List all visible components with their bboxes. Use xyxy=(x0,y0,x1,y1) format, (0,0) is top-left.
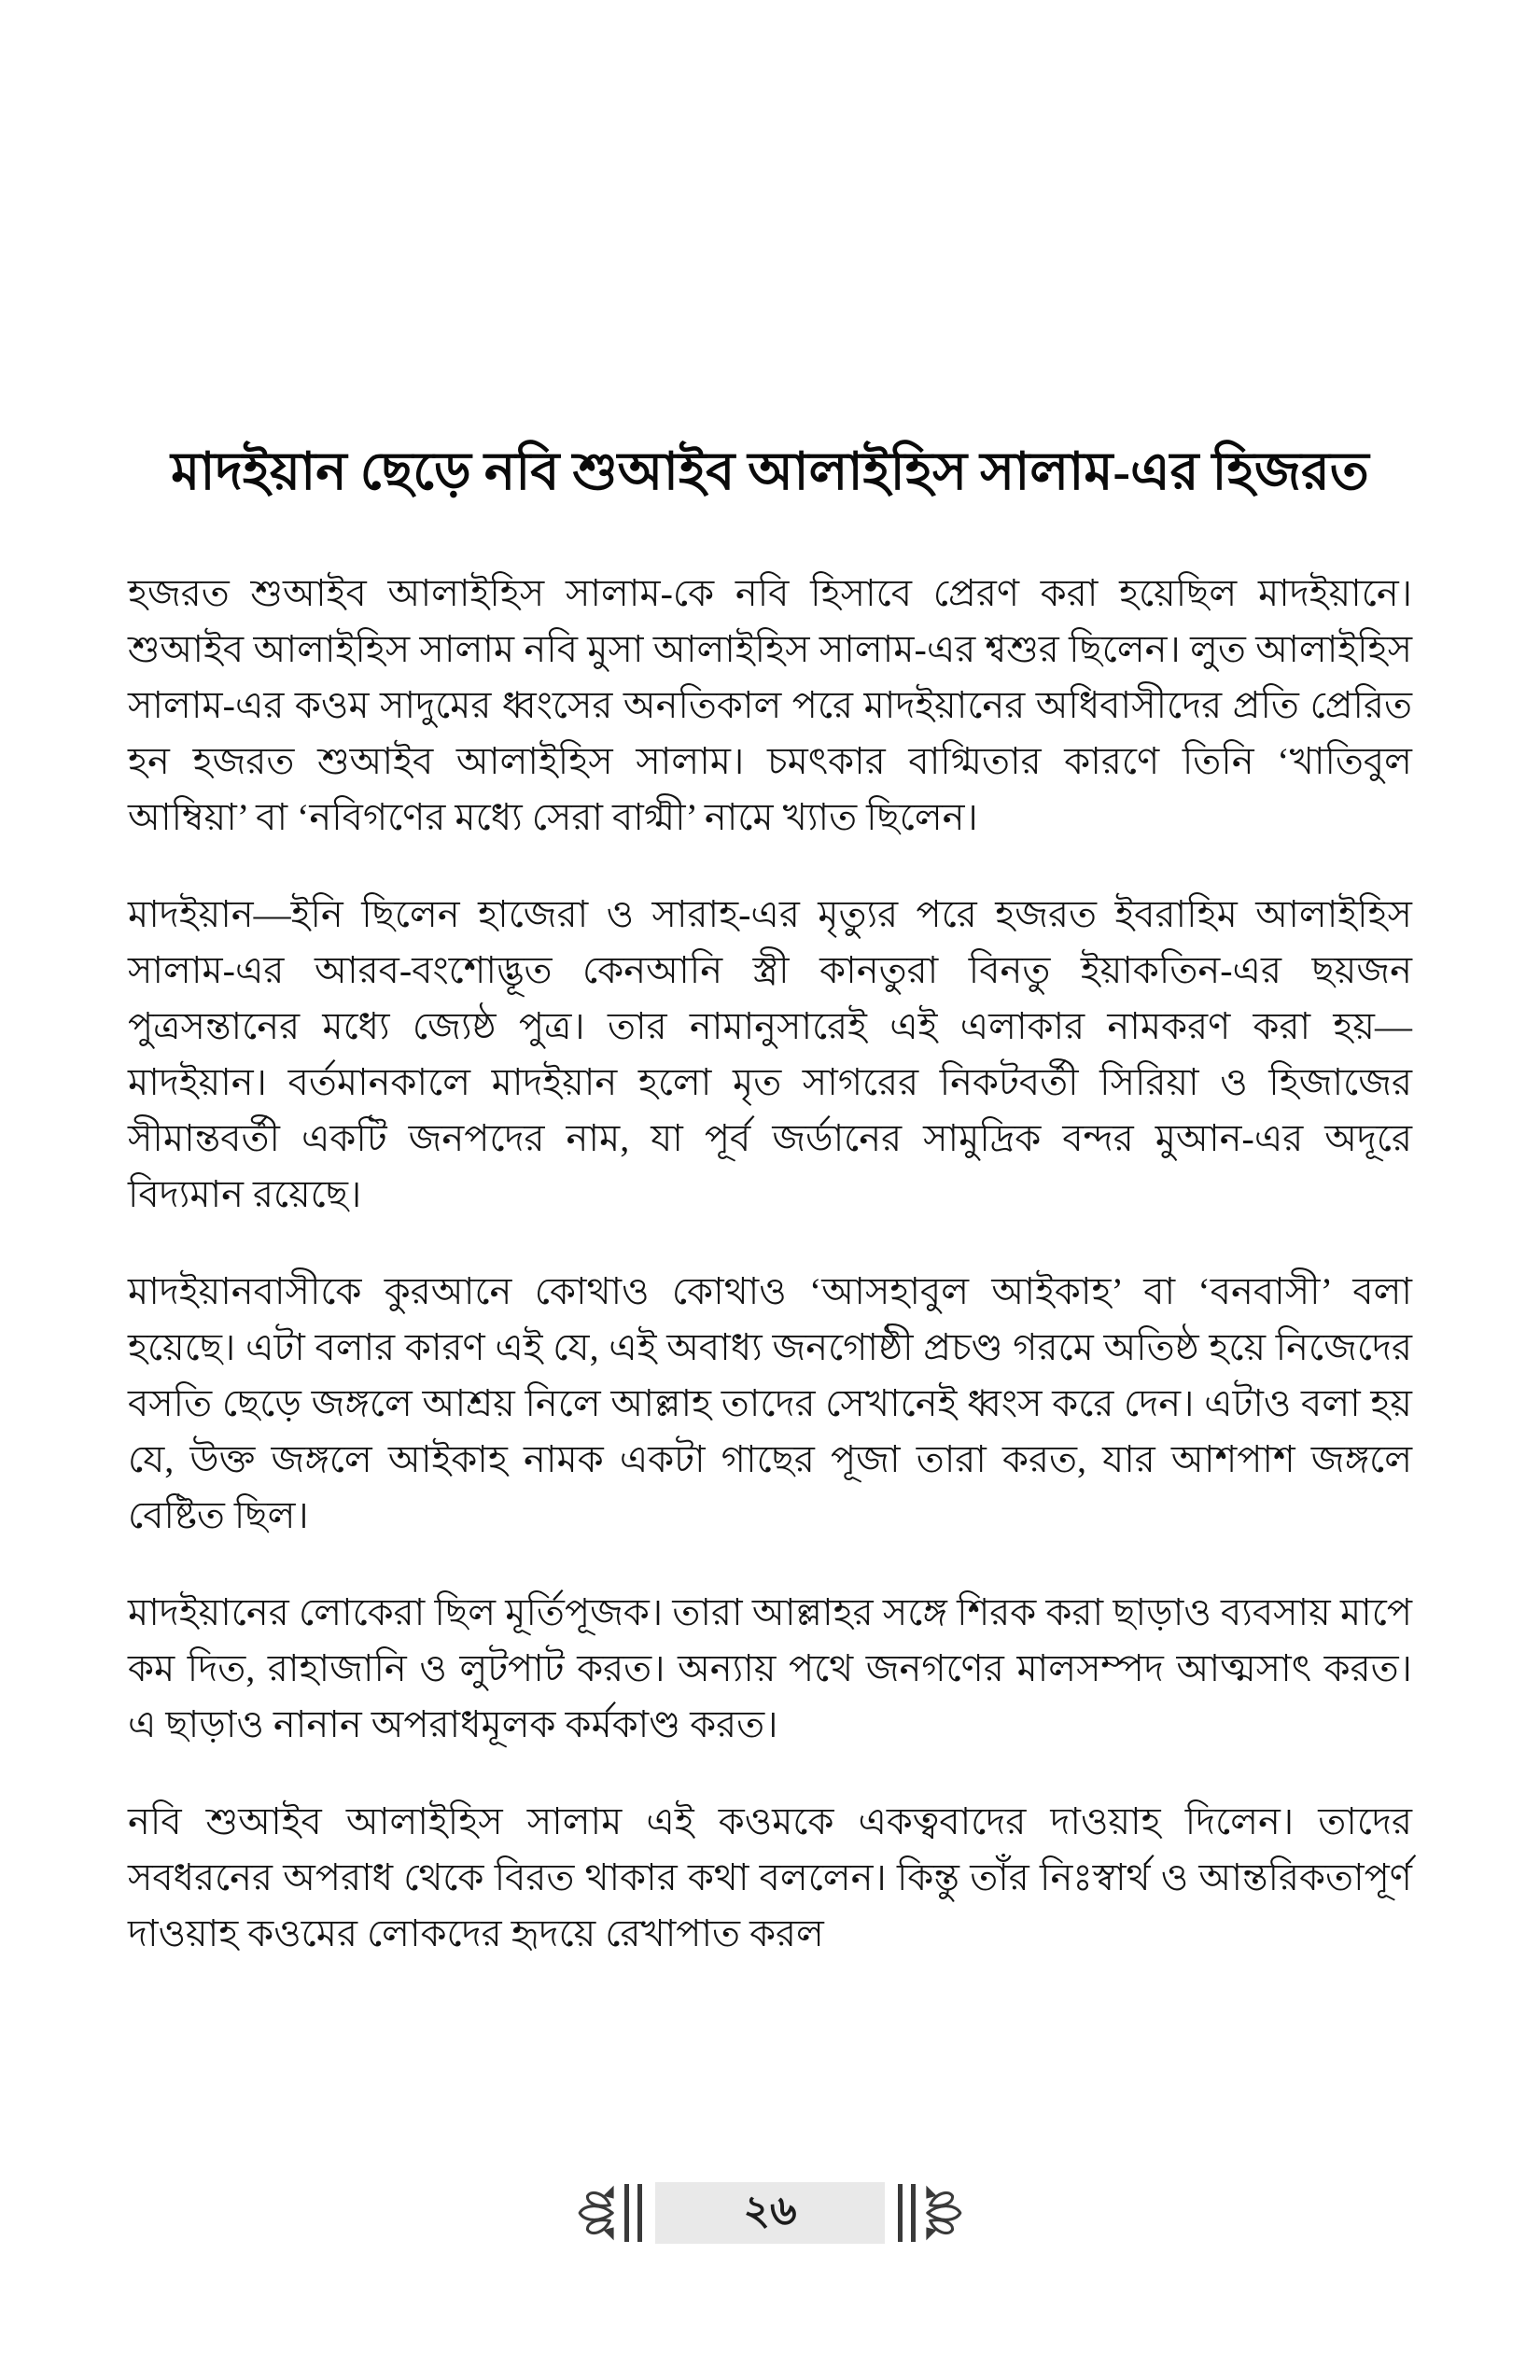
paragraph-5: নবি শুআইব আলাইহিস সালাম এই কওমকে একত্ববাদের দাওয়াহ দিলেন। তাদের সবধরনের অপরাধ থেকে বিরত থাকার কথা বললেন। কিন্তু তাঁর নিঃস্বার্থ ও আন্তরিকতাপূর্ণ দাওয়াহ কওমের লোকদের হৃদয়ে রেখাপাত করল xyxy=(128,1800,1412,1954)
floral-ornament-left-icon xyxy=(576,2182,615,2244)
chapter-title: মাদইয়ান ছেড়ে নবি শুআইব আলাইহিস সালাম-এর হিজরত xyxy=(171,443,1369,501)
paragraph-4: মাদইয়ানের লোকেরা ছিল মূর্তিপূজক। তারা আল্লাহর সঙ্গে শিরক করা ছাড়াও ব্যবসায় মাপে কম দিত, রাহাজানি ও লুটপাট করত। অন্যায় পথে জনগণের মালসম্পদ আত্মসাৎ করত। এ ছাড়াও নানান অপরাধমূলক কর্মকাণ্ড করত। xyxy=(128,1591,1412,1745)
paragraph-3: মাদইয়ানবাসীকে কুরআনে কোথাও কোথাও ‘আসহাবুল আইকাহ’ বা ‘বনবাসী’ বলা হয়েছে। এটা বলার কারণ এই যে, এই অবাধ্য জনগোষ্ঠী প্রচণ্ড গরমে অতিষ্ঠ হয়ে নিজেদের বসতি ছেড়ে জঙ্গলে আশ্রয় নিলে আল্লাহ তাদের সেখানেই ধ্বংস করে দেন। এটাও বলা হয় যে, উক্ত জঙ্গলে আইকাহ নামক একটা গাছের পূজা তারা করত, যার আশপাশ জঙ্গলে বেষ্টিত ছিল। xyxy=(128,1270,1412,1536)
paragraph-1: হজরত শুআইব আলাইহিস সালাম-কে নবি হিসাবে প্রেরণ করা হয়েছিল মাদইয়ানে। শুআইব আলাইহিস সালাম নবি মুসা আলাইহিস সালাম-এর শ্বশুর ছিলেন। লুত আলাইহিস সালাম-এর কওম সাদুমের ধ্বংসের অনতিকাল পরে মাদইয়ানের অধিবাসীদের প্রতি প্রেরিত হন হজরত শুআইব আলাইহিস সালাম। চমৎকার বাগ্মিতার কারণে তিনি ‘খাতিবুল আম্বিয়া’ বা ‘নবিগণের মধ্যে সেরা বাগ্মী’ নামে খ্যাত ছিলেন। xyxy=(128,572,1412,838)
body-text xyxy=(128,566,1412,1962)
floral-ornament-right-icon xyxy=(925,2182,964,2244)
page-number: ২৬ xyxy=(655,2182,885,2244)
page-footer xyxy=(0,2182,1540,2244)
footer-rule-right xyxy=(898,2184,916,2242)
paragraph-2: মাদইয়ান—ইনি ছিলেন হাজেরা ও সারাহ-এর মৃত্যুর পরে হজরত ইবরাহিম আলাইহিস সালাম-এর আরব-বংশোদ্ভূত কেনআনি স্ত্রী কানতুরা বিনতু ইয়াকতিন-এর ছয়জন পুত্রসন্তানের মধ্যে জ্যেষ্ঠ পুত্র। তার নামানুসারেই এই এলাকার নামকরণ করা হয়—মাদইয়ান। বর্তমানকালে মাদইয়ান হলো মৃত সাগরের নিকটবর্তী সিরিয়া ও হিজাজের সীমান্তবর্তী একটি জনপদের নাম, যা পূর্ব জর্ডানের সামুদ্রিক বন্দর মুআন-এর অদূরে বিদ্যমান রয়েছে। xyxy=(128,893,1412,1215)
footer-rule-left xyxy=(624,2184,642,2242)
